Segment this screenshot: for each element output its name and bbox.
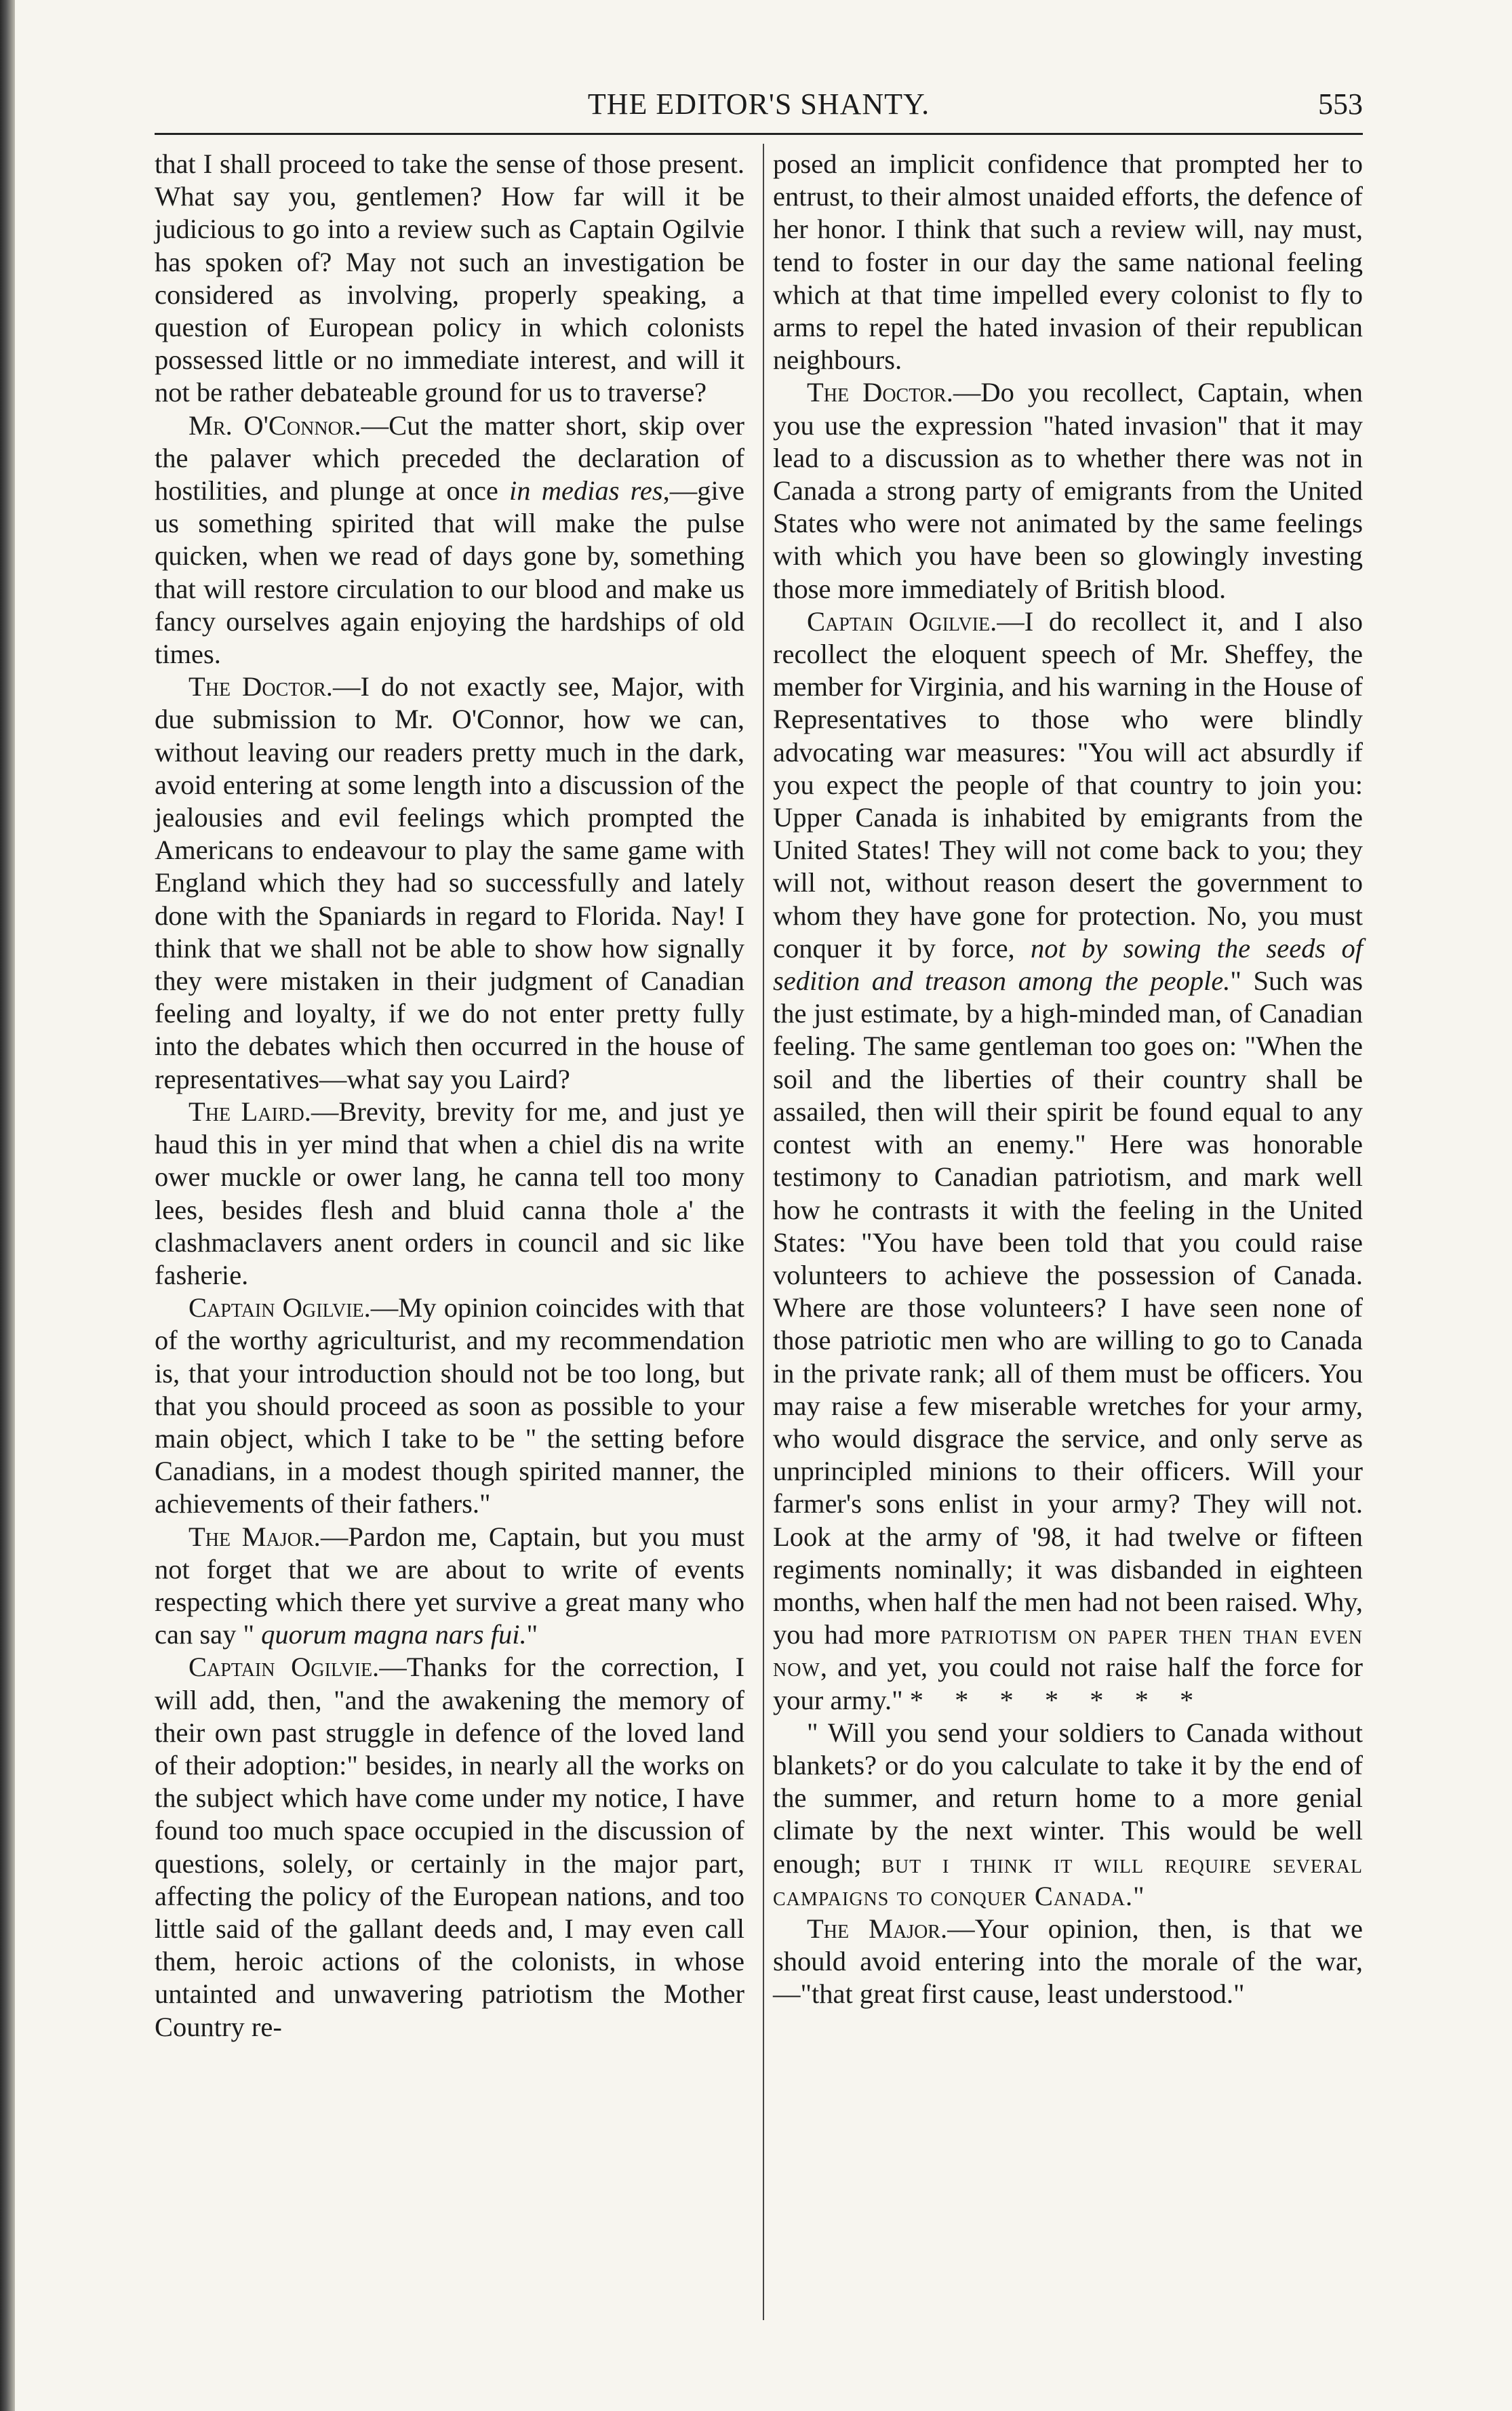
paragraph (155, 1292, 744, 1520)
text-run: —Do you recollect, Captain, when you use the expression "hated invasion" that it may lead to a discussion as to whether there was not in Canada a strong party of emigrants from the United States who were not animated by the same feelings with which you have been so glowingly investing those more immediately of British blood. (773, 377, 1363, 604)
paragraph (155, 671, 744, 1096)
speaker-name: The Laird. (188, 1096, 311, 1127)
italic-text: in medias res (509, 475, 663, 506)
left-column (155, 148, 744, 2044)
paragraph (773, 1913, 1363, 2011)
page-header (155, 87, 1363, 134)
text-run: posed an implicit confidence that prompted her to entrust, to their almost unaided efforts, the defence of her honor. I think that such a review will, nay must, tend to foster in our day the same national feeling which at that time impelled every colonist to fly to arms to repel the hated invasion of their republican neighbours. (773, 148, 1363, 376)
text-run: , and yet, you could not raise half the force for your army." (773, 1652, 1363, 1715)
text-run: —Your opinion, then, is that we should avoid entering into the morale of the war,—"that great first cause, least understood." (773, 1913, 1363, 2010)
paragraph (155, 410, 744, 671)
speaker-name: The Major. (188, 1521, 321, 1552)
text-run: " Will you send your soldiers to Canada without blankets? or do you calculate to take it by the end of the summer, and return home to a more genial climate by the next winter. This would be well enough; (773, 1717, 1363, 1879)
speaker-name: Captain Ogilvie. (188, 1652, 380, 1683)
ellipsis-stars: * * * * * * * (909, 1684, 1206, 1715)
text-run: —My opinion coincides with that of the worthy agriculturist, and my recommendation is, that your introduction should not be too long, but that you should proceed as soon as possible to your main object, which I take to be " the setting before Canadians, in a modest though spirited manner, the achievements of their fathers." (155, 1292, 744, 1519)
speaker-name: The Doctor. (188, 671, 333, 702)
paragraph (773, 376, 1363, 605)
header-rule (155, 133, 1363, 135)
small-caps-text: but i think it will require several campaigns to conquer Canada. (773, 1848, 1363, 1911)
text-run: —Pardon me, Captain, but you must not forget that we are about to write of events respecting which there yet survive a great many who can say " (155, 1521, 744, 1650)
italic-text: not by sowing the seeds of sedition and treason among the people. (773, 932, 1363, 997)
speaker-name: Captain Ogilvie. (807, 605, 997, 637)
text-run: —Brevity, brevity for me, and just ye haud this in yer mind that when a chiel dis na write ower muckle or ower lang, he canna tell too mony lees, besides flesh and bluid canna thole a' the clashmaclavers anent orders in council and sic like fasherie. (155, 1096, 744, 1290)
paragraph (155, 1096, 744, 1292)
italic-text: quorum magna nars fui. (261, 1619, 527, 1650)
text-run: —I do not exactly see, Major, with due submission to Mr. O'Connor, how we can, without leaving our readers pretty much in the dark, avoid entering at some length into a discussion of the jealousies and evil feelings which prompted the Americans to endeavour to play the same game with England which they had so successfully and lately done with the Spaniards in regard to Florida. Nay! I think that we shall not be able to show how signally they were mistaken in their judgment of Canadian feeling and loyalty, if we do not enter pretty fully into the debates which then occurred in the house of representatives—what say you Laird? (155, 671, 745, 1094)
paragraph (155, 148, 744, 410)
paragraph (155, 1651, 744, 2043)
page-number: 553 (1318, 87, 1363, 121)
text-run: —Cut the matter short, skip over the palaver which preceded the declaration of hostilities, and plunge at once (155, 410, 744, 506)
speaker-name: Mr. O'Connor. (188, 410, 361, 441)
column-divider (763, 144, 764, 2320)
speaker-name: Captain Ogilvie. (188, 1292, 371, 1323)
right-column (773, 148, 1363, 2011)
text-run: that I shall proceed to take the sense of those present. What say you, gentlemen? How far will it be judicious to go into a review such as Captain Ogilvie has spoken of? May not such an investigation be considered as involving, properly speaking, a question of European policy in which colonists possessed little or no immediate interest, and will it not be rather debateable ground for us to traverse? (155, 148, 744, 408)
page-binding-edge (0, 0, 15, 2411)
paragraph (773, 1717, 1363, 1913)
running-title: THE EDITOR'S SHANTY. (587, 87, 930, 121)
small-caps-text: patriotism on paper then than even now (773, 1619, 1363, 1683)
text-run: " Such was the just estimate, by a high-minded man, of Canadian feeling. The same gentleman too goes on: "When the soil and the liberties of their country shall be assailed, then will their spirit be found equal to any contest with an enemy." Here was honorable testimony to Canadian patriotism, and mark well how he contrasts it with the feeling in the United States: "You have been told that you could raise volunteers to achieve the possession of Canada. Where are those volunteers? I have seen none of those patriotic men who are willing to go to Canada in the private rank; all of them must be officers. You may raise a few miserable wretches for your army, who would disgrace the service, and only serve as unprincipled minions to their officers. Will your farmer's sons enlist in your army? They will not. Look at the army of '98, it had twelve or fifteen regiments nominally; it was disbanded in eighteen months, when half the men had not been raised. Why, you had more (773, 965, 1363, 1650)
paragraph (155, 1521, 744, 1652)
text-run: " (526, 1619, 538, 1650)
text-run: ,—give us something spirited that will make the pulse quicken, when we read of days gone by, something that will restore circulation to our blood and make us fancy ourselves again enjoying the hardships of old times. (155, 475, 745, 670)
paragraph (773, 605, 1363, 1717)
speaker-name: The Major. (807, 1913, 948, 1944)
text-run: —Thanks for the correction, I will add, then, "and the awakening the memory of their own past struggle in defence of the loved land of their adoption:" besides, in nearly all the works on the subject which have come under my notice, I have found too much space occupied in the discussion of questions, solely, or certainly in the major part, affecting the policy of the European nations, and too little said of the gallant deeds and, I may even call them, heroic actions of the colonists, in whose untainted and unwavering patriotism the Mother Country re- (155, 1652, 744, 2042)
text-run: " (1133, 1880, 1145, 1911)
text-run: —I do recollect it, and I also recollect the eloquent speech of Mr. Sheffey, the member for Virginia, and his warning in the House of Representatives to those who were blindly advocating war measures: "You will act absurdly if you expect the people of that country to join you: Upper Canada is inhabited by emigrants from the United States! They will not come back to you; they will not, without reason desert the government to whom they have gone for protection. No, you must conquer it by force, (773, 605, 1363, 963)
speaker-name: The Doctor. (807, 377, 953, 408)
paragraph (773, 148, 1363, 376)
